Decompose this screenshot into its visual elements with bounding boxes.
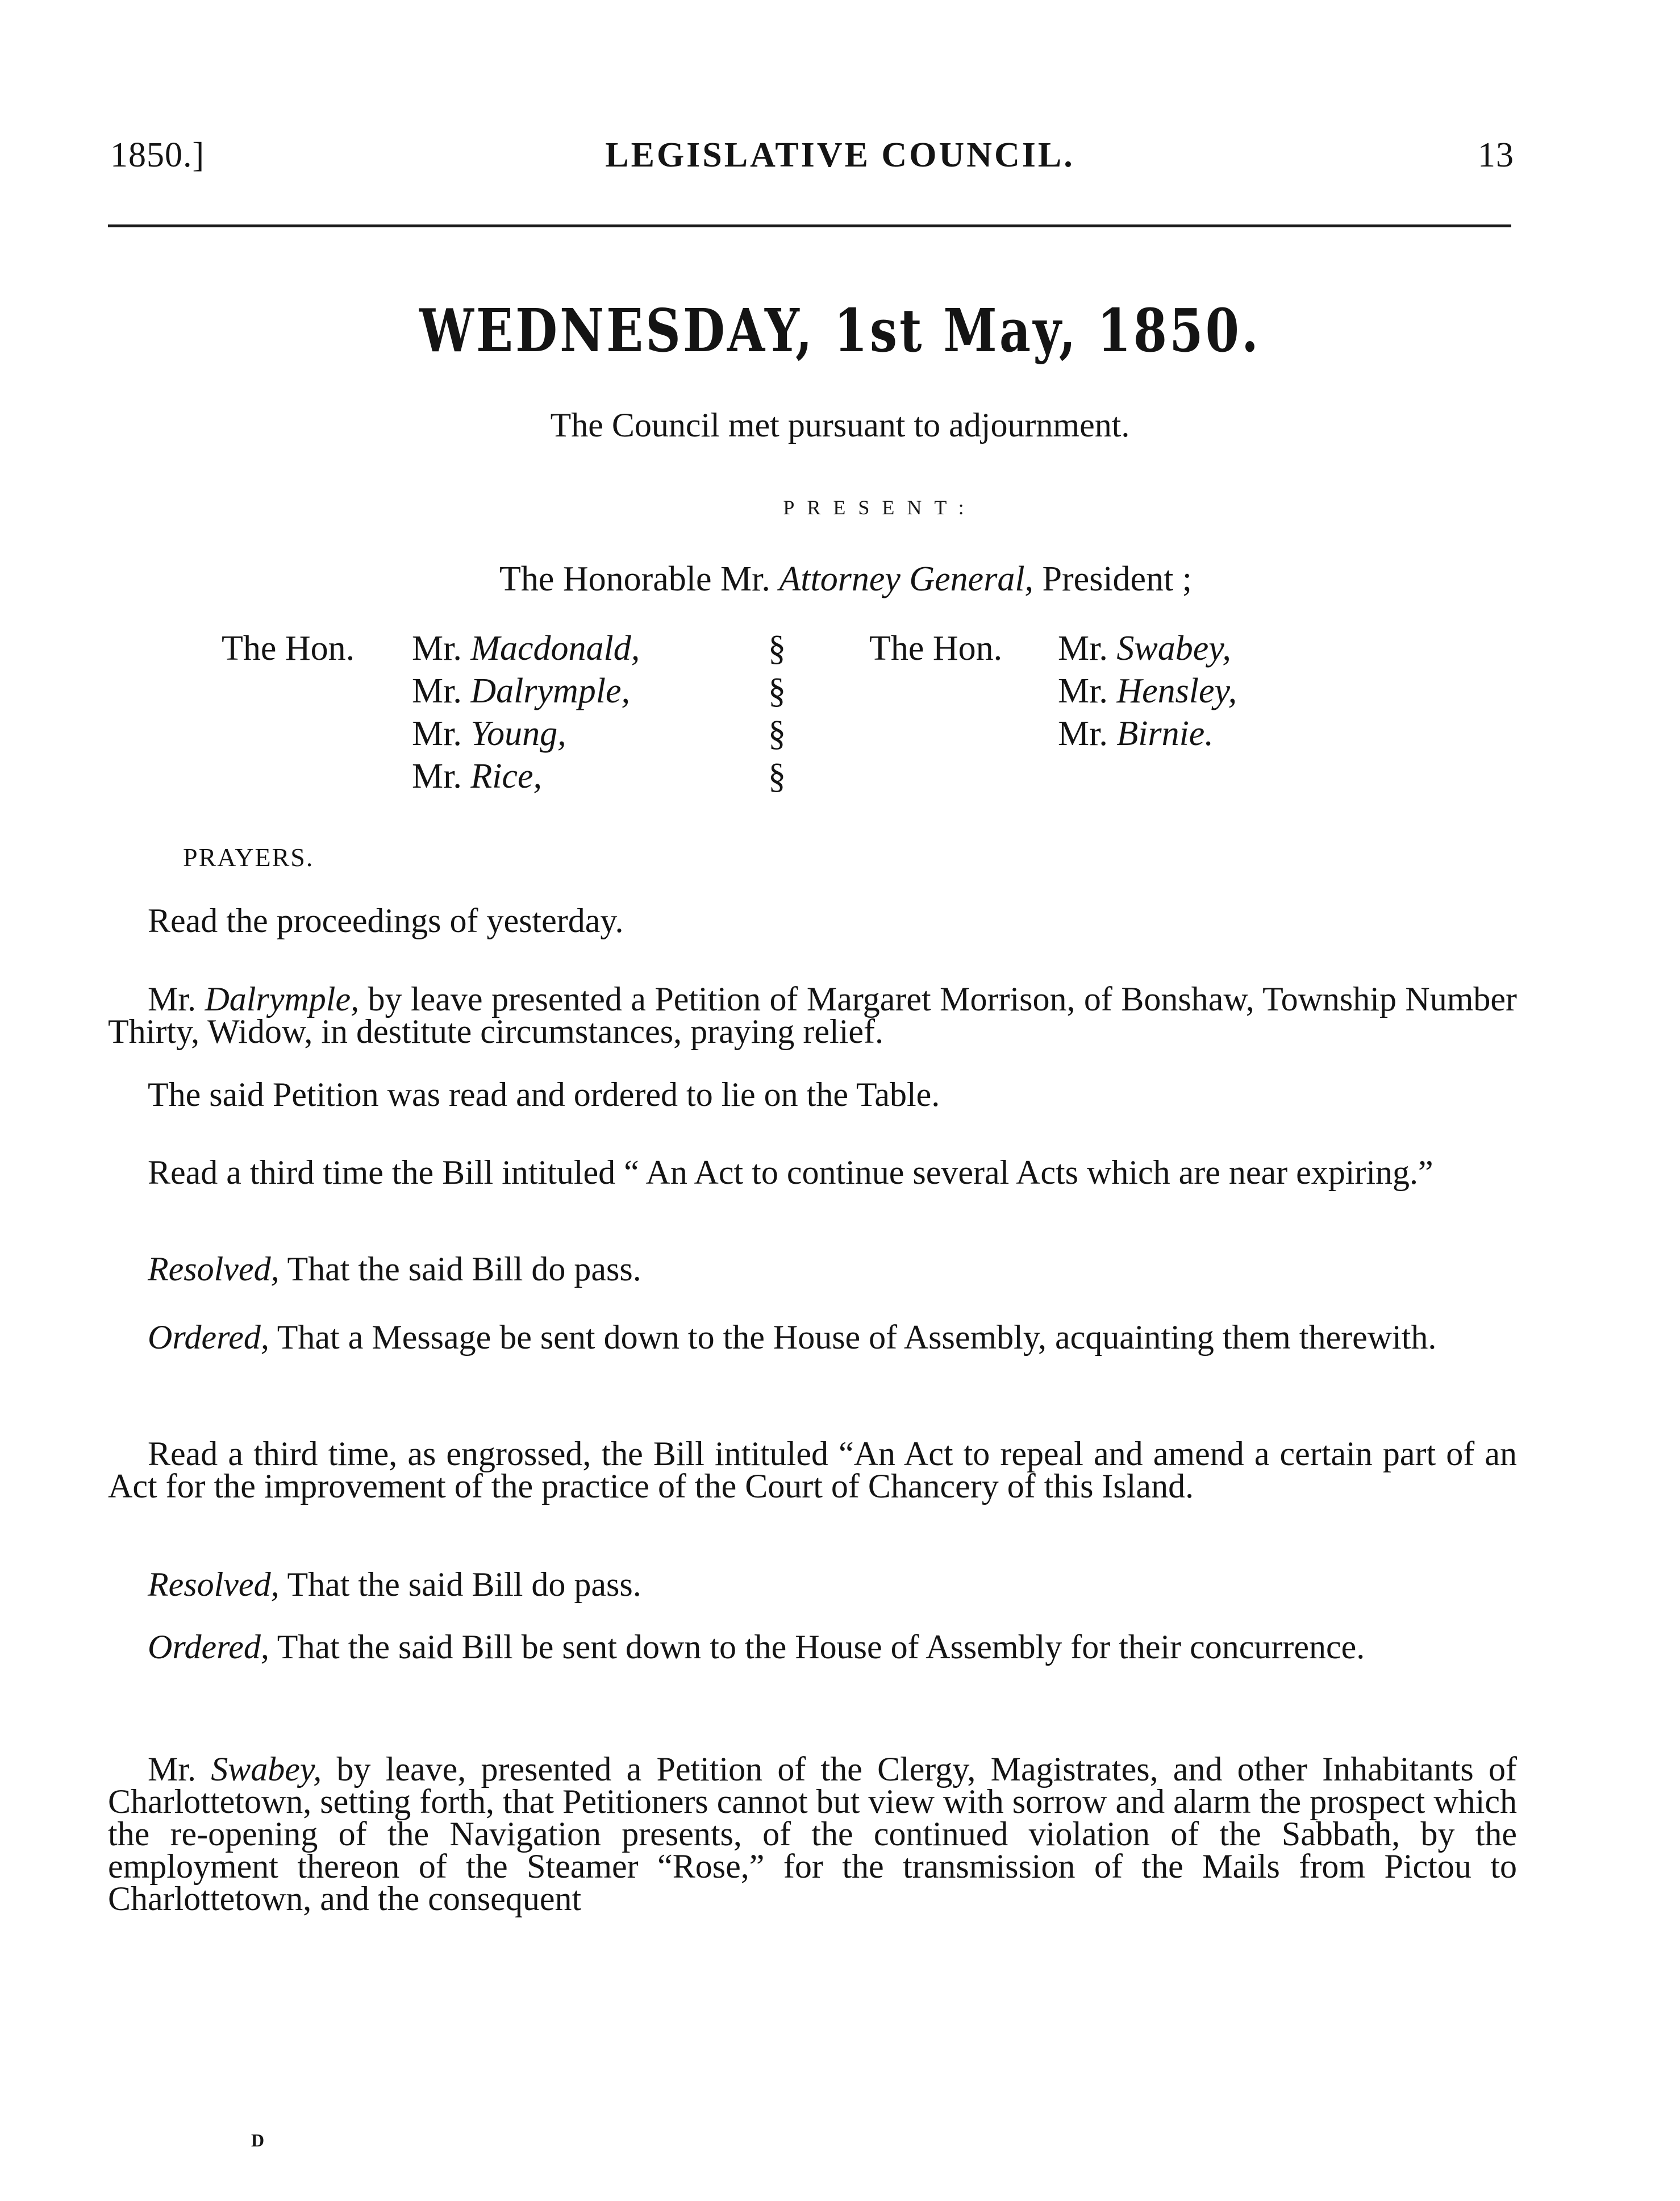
present-label: PRESENT: <box>783 496 977 519</box>
president-prefix: The Honorable Mr. <box>499 560 770 598</box>
running-header-year: 1850.] <box>110 136 205 174</box>
section-sign: § <box>768 714 786 753</box>
prayers-label: PRAYERS. <box>183 843 314 872</box>
paragraph-text: That the said Bill do pass. <box>279 1250 641 1288</box>
member-title: Mr. <box>1058 672 1108 710</box>
members-left-prefix <box>222 627 355 670</box>
member-name: Rice, <box>470 757 542 796</box>
header-rule <box>108 224 1511 227</box>
paragraph-lead: Mr. <box>148 1750 211 1788</box>
paragraph-text: Read a third time the Bill intituled “ An Act to continue several Acts which are near expiring.” <box>148 1154 1433 1191</box>
paragraph <box>108 1076 1517 1113</box>
paragraph <box>108 1435 1517 1505</box>
section-separator-column <box>768 627 786 798</box>
section-sign: § <box>768 757 786 796</box>
paragraph-italic: Swabey, <box>211 1750 322 1788</box>
paragraph-italic: Dalrymple, <box>205 980 360 1018</box>
member-name: Birnie. <box>1116 714 1214 753</box>
signature-mark: D <box>251 2130 265 2150</box>
member-title: Mr. <box>1058 629 1108 668</box>
member-entry <box>412 627 640 670</box>
member-title: Mr. <box>412 714 462 753</box>
members-prefix-text: The Hon. <box>222 629 355 668</box>
members-right-prefix <box>869 627 1002 670</box>
member-title: Mr. <box>412 672 462 710</box>
member-name: Hensley, <box>1116 672 1237 710</box>
member-title: Mr. <box>1058 714 1108 753</box>
paragraph <box>108 1568 1517 1601</box>
president-name: Attorney General, <box>779 560 1034 598</box>
paragraph <box>108 1318 1517 1356</box>
paragraph-text: by leave, presented a Petition of the Clergy, Magistrates, and other Inhabitants of Charlottetown, setting forth, that Petitioners cannot but view with sorrow and alarm the prospect which the re-opening of the Navigation presents, of the continued violation of the Sabbath, by the employment thereon of the Steamer “Rose,” for the transmission of the Mails from Pictou to Charlottetown, and the consequent <box>108 1750 1517 1917</box>
paragraph <box>108 902 1517 939</box>
paragraph-italic: Resolved, <box>148 1250 280 1288</box>
member-entry <box>412 713 640 755</box>
members-right-column <box>1058 627 1237 755</box>
running-header-title: LEGISLATIVE COUNCIL. <box>605 136 1075 174</box>
member-entry <box>412 755 640 798</box>
paragraph <box>108 1250 1517 1288</box>
paragraph <box>108 1156 1517 1189</box>
paragraph <box>108 980 1517 1050</box>
paragraph-text: by leave presented a Petition of Margaret Morrison, of Bonshaw, Township Number Thirty, Widow, in destitute circumstances, praying relief. <box>108 980 1517 1050</box>
meeting-line: The Council met pursuant to adjournment. <box>550 406 1130 444</box>
paragraph-italic: Ordered, <box>148 1628 269 1666</box>
member-entry <box>1058 670 1237 713</box>
paragraph-italic: Resolved, <box>148 1566 280 1603</box>
paragraph-text: Read the proceedings of yesterday. <box>148 902 624 939</box>
member-entry <box>1058 627 1237 670</box>
paragraph-lead: Mr. <box>148 980 205 1018</box>
paragraph-text: That the said Bill do pass. <box>279 1566 641 1603</box>
page-number: 13 <box>1478 136 1514 174</box>
paragraph-text: That a Message be sent down to the House of Assembly, acquainting them therewith. <box>269 1318 1437 1356</box>
member-title: Mr. <box>412 757 462 796</box>
paragraph-text: Read a third time, as engrossed, the Bill intituled “An Act to repeal and amend a certain part of an Act for the improvement of the practice of the Court of Chancery of this Island. <box>108 1435 1517 1505</box>
president-suffix: President ; <box>1042 560 1193 598</box>
paragraph <box>108 1750 1517 1917</box>
members-left-column <box>412 627 640 798</box>
paragraph-italic: Ordered, <box>148 1318 269 1356</box>
paragraph <box>108 1628 1517 1666</box>
member-name: Young, <box>470 714 566 753</box>
section-sign: § <box>768 672 786 710</box>
president-line <box>0 559 1680 600</box>
section-sign: § <box>768 629 786 668</box>
member-name: Swabey, <box>1116 629 1231 668</box>
member-name: Dalrymple, <box>470 672 631 710</box>
member-entry <box>1058 713 1237 755</box>
member-title: Mr. <box>412 629 462 668</box>
paragraph-text: That the said Bill be sent down to the House of Assembly for their concurrence. <box>269 1628 1365 1666</box>
paragraph-text: The said Petition was read and ordered to lie on the Table. <box>148 1076 940 1113</box>
member-entry <box>412 670 640 713</box>
date-heading: WEDNESDAY, 1st May, 1850. <box>419 296 1261 365</box>
members-prefix-text: The Hon. <box>869 629 1003 668</box>
member-name: Macdonald, <box>470 629 640 668</box>
